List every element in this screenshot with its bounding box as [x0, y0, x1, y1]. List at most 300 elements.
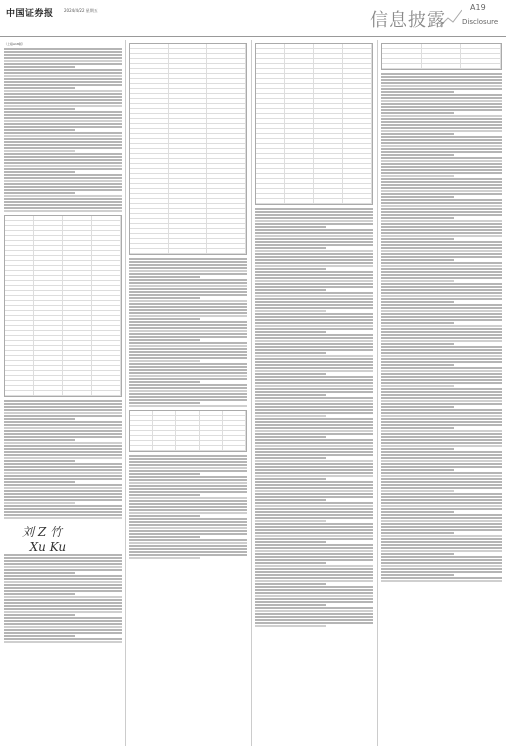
text-line — [381, 193, 502, 195]
text-line — [4, 590, 122, 592]
table-cell — [5, 291, 34, 295]
text-line — [255, 388, 373, 390]
text-line — [381, 121, 502, 123]
table-cell — [343, 124, 372, 128]
table-row — [130, 249, 246, 254]
table-cell — [5, 381, 34, 385]
text-line — [255, 268, 326, 270]
table-cell — [285, 179, 314, 183]
text-line — [255, 358, 373, 360]
text-line — [4, 210, 122, 212]
text-line — [381, 301, 454, 303]
text-line — [4, 123, 122, 125]
text-line — [4, 596, 122, 598]
table-cell — [314, 69, 343, 73]
table-cell — [343, 149, 372, 153]
table-cell — [256, 199, 285, 203]
text-line — [255, 370, 373, 372]
text-line — [255, 211, 373, 213]
text-line — [255, 604, 326, 606]
table-cell — [200, 421, 223, 425]
text-line — [4, 505, 122, 507]
text-line — [4, 147, 122, 149]
text-line — [255, 520, 326, 522]
text-line — [381, 352, 502, 354]
text-line — [381, 568, 502, 570]
table-cell — [207, 139, 246, 143]
text-line — [381, 481, 502, 483]
text-line — [255, 277, 373, 279]
table-cell — [34, 286, 63, 290]
text-line — [255, 394, 326, 396]
table-cell — [207, 54, 246, 58]
table-cell — [34, 266, 63, 270]
text-line — [255, 625, 326, 627]
text-line — [129, 488, 247, 490]
table-cell — [130, 109, 169, 113]
text-line — [4, 93, 122, 95]
table-cell — [130, 159, 169, 163]
text-line — [129, 291, 247, 293]
table-cell — [92, 221, 121, 225]
table-cell — [130, 174, 169, 178]
data-table — [381, 43, 502, 70]
table-cell — [285, 124, 314, 128]
table-cell — [5, 251, 34, 255]
text-line — [381, 412, 502, 414]
text-line — [381, 343, 454, 345]
text-line — [381, 196, 454, 198]
text-line — [381, 403, 502, 405]
table-cell — [256, 164, 285, 168]
table-cell — [285, 129, 314, 133]
text-line — [129, 387, 247, 389]
table-cell — [34, 231, 63, 235]
table-cell — [34, 281, 63, 285]
text-line — [381, 409, 502, 411]
text-line — [381, 334, 502, 336]
text-line — [255, 400, 373, 402]
table-cell — [314, 64, 343, 68]
table-cell — [92, 261, 121, 265]
table-cell — [130, 421, 153, 425]
text-line — [255, 232, 373, 234]
text-line — [255, 550, 373, 552]
text-line — [4, 126, 122, 128]
table-cell — [382, 44, 422, 48]
text-line — [4, 466, 122, 468]
text-line — [4, 69, 122, 71]
table-cell — [169, 74, 208, 78]
text-line — [129, 402, 200, 404]
table-cell — [92, 351, 121, 355]
text-line — [255, 334, 373, 336]
page-number: A19 — [470, 3, 486, 12]
text-line — [381, 538, 502, 540]
text-line — [381, 79, 502, 81]
text-line — [255, 523, 373, 525]
data-table — [129, 410, 247, 452]
table-cell — [153, 441, 176, 445]
text-line — [255, 541, 326, 543]
text-line — [4, 105, 122, 107]
table-cell — [343, 129, 372, 133]
table-cell — [343, 84, 372, 88]
text-line — [381, 235, 502, 237]
text-line — [381, 277, 502, 279]
text-line — [4, 78, 122, 80]
text-line — [381, 322, 454, 324]
text-line — [4, 638, 122, 640]
table-cell — [207, 99, 246, 103]
text-line — [129, 396, 247, 398]
text-line — [381, 430, 502, 432]
column-3 — [255, 40, 373, 628]
table-cell — [285, 164, 314, 168]
text-line — [129, 378, 247, 380]
table-cell — [130, 244, 169, 248]
text-line — [381, 421, 502, 423]
page-header — [0, 0, 506, 37]
text-line — [381, 373, 502, 375]
table-cell — [130, 99, 169, 103]
table-cell — [314, 119, 343, 123]
text-line — [381, 241, 502, 243]
table-cell — [63, 266, 92, 270]
table-cell — [92, 251, 121, 255]
text-line — [381, 445, 502, 447]
table-cell — [63, 321, 92, 325]
text-line — [4, 87, 75, 89]
table-cell — [63, 261, 92, 265]
table-cell — [63, 316, 92, 320]
table-cell — [207, 164, 246, 168]
table-cell — [285, 99, 314, 103]
table-cell — [285, 84, 314, 88]
table-cell — [130, 446, 153, 450]
text-line — [255, 616, 373, 618]
text-line — [381, 505, 502, 507]
text-line — [255, 247, 326, 249]
text-line — [4, 569, 122, 571]
table-cell — [34, 326, 63, 330]
text-line — [381, 397, 502, 399]
text-line — [381, 427, 454, 429]
table-cell — [34, 366, 63, 370]
data-table — [129, 43, 247, 255]
table-cell — [92, 316, 121, 320]
text-line — [255, 511, 373, 513]
text-line — [129, 372, 247, 374]
table-cell — [176, 411, 199, 415]
text-line — [381, 394, 502, 396]
text-line — [255, 382, 373, 384]
text-line — [381, 169, 502, 171]
text-line — [381, 508, 502, 510]
text-line — [381, 214, 502, 216]
text-line — [381, 181, 502, 183]
column-1 — [4, 40, 122, 644]
table-cell — [169, 169, 208, 173]
table-cell — [169, 124, 208, 128]
table-cell — [256, 94, 285, 98]
text-line — [381, 556, 502, 558]
table-cell — [256, 134, 285, 138]
text-line — [255, 310, 326, 312]
text-line — [255, 457, 326, 459]
table-cell — [207, 249, 246, 253]
text-line — [129, 384, 247, 386]
text-line — [255, 412, 373, 414]
table-cell — [169, 119, 208, 123]
table-cell — [34, 246, 63, 250]
text-line — [129, 282, 247, 284]
text-line — [255, 463, 373, 465]
text-line — [255, 586, 373, 588]
text-line — [4, 611, 122, 613]
text-line — [129, 300, 247, 302]
table-cell — [207, 214, 246, 218]
table-cell — [130, 114, 169, 118]
table-cell — [130, 49, 169, 53]
text-line — [129, 324, 247, 326]
table-cell — [200, 426, 223, 430]
text-line — [381, 388, 502, 390]
table-cell — [5, 271, 34, 275]
table-cell — [343, 184, 372, 188]
table-cell — [130, 229, 169, 233]
table-cell — [63, 226, 92, 230]
text-line — [129, 354, 247, 356]
text-line — [129, 279, 247, 281]
table-cell — [5, 261, 34, 265]
table-cell — [34, 241, 63, 245]
table-cell — [343, 179, 372, 183]
text-line — [381, 166, 502, 168]
table-cell — [63, 246, 92, 250]
text-line — [381, 541, 502, 543]
table-cell — [63, 301, 92, 305]
table-cell — [5, 356, 34, 360]
text-line — [129, 288, 247, 290]
table-cell — [223, 421, 246, 425]
table-cell — [422, 49, 462, 53]
text-line — [4, 424, 122, 426]
text-line — [4, 502, 75, 504]
table-cell — [153, 431, 176, 435]
text-line — [4, 400, 122, 402]
text-line — [4, 560, 122, 562]
text-line — [4, 469, 122, 471]
table-cell — [314, 179, 343, 183]
table-cell — [63, 356, 92, 360]
table-cell — [285, 149, 314, 153]
text-line — [4, 605, 122, 607]
text-line — [129, 485, 247, 487]
table-cell — [285, 134, 314, 138]
table-cell — [207, 94, 246, 98]
text-line — [4, 177, 122, 179]
text-line — [129, 366, 247, 368]
text-line — [255, 622, 373, 624]
text-line — [129, 339, 200, 341]
text-line — [4, 430, 122, 432]
table-cell — [5, 331, 34, 335]
table-cell — [92, 381, 121, 385]
text-line — [129, 512, 247, 514]
text-line — [381, 205, 502, 207]
table-cell — [223, 441, 246, 445]
table-cell — [92, 311, 121, 315]
table-cell — [34, 316, 63, 320]
table-cell — [34, 381, 63, 385]
table-cell — [5, 321, 34, 325]
table-cell — [285, 144, 314, 148]
text-line — [381, 178, 502, 180]
table-cell — [130, 194, 169, 198]
table-cell — [343, 144, 372, 148]
text-line — [4, 201, 122, 203]
table-cell — [63, 311, 92, 315]
table-cell — [223, 446, 246, 450]
table-cell — [207, 129, 246, 133]
text-line — [381, 127, 502, 129]
table-cell — [130, 129, 169, 133]
table-cell — [256, 179, 285, 183]
table-cell — [169, 139, 208, 143]
table-cell — [314, 99, 343, 103]
table-cell — [5, 316, 34, 320]
text-line — [255, 460, 373, 462]
text-line — [4, 454, 122, 456]
table-cell — [169, 184, 208, 188]
text-line — [381, 436, 502, 438]
table-cell — [92, 306, 121, 310]
table-cell — [34, 306, 63, 310]
table-cell — [256, 144, 285, 148]
table-cell — [169, 249, 208, 253]
text-line — [4, 198, 122, 200]
table-row — [382, 64, 501, 69]
text-line — [255, 313, 373, 315]
text-line — [381, 85, 502, 87]
text-line — [129, 497, 247, 499]
text-line — [4, 641, 122, 643]
table-cell — [153, 436, 176, 440]
table-cell — [130, 44, 169, 48]
text-line — [255, 316, 373, 318]
table-cell — [92, 241, 121, 245]
text-line — [381, 211, 502, 213]
text-line — [255, 271, 373, 273]
table-cell — [285, 169, 314, 173]
text-line — [129, 524, 247, 526]
table-cell — [256, 184, 285, 188]
table-cell — [130, 179, 169, 183]
text-line — [381, 550, 502, 552]
text-line — [4, 626, 122, 628]
issue-date: 2024/4/22 星期五 — [64, 8, 98, 13]
table-cell — [343, 44, 372, 48]
table-cell — [34, 321, 63, 325]
text-line — [381, 217, 454, 219]
table-cell — [92, 346, 121, 350]
table-cell — [314, 144, 343, 148]
table-cell — [34, 361, 63, 365]
table-cell — [343, 89, 372, 93]
table-cell — [207, 89, 246, 93]
text-line — [4, 204, 122, 206]
text-line — [255, 442, 373, 444]
text-line — [381, 415, 502, 417]
text-line — [129, 357, 247, 359]
table-cell — [92, 386, 121, 390]
text-line — [255, 322, 373, 324]
table-cell — [256, 104, 285, 108]
text-line — [255, 325, 373, 327]
table-cell — [92, 341, 121, 345]
column-2 — [129, 40, 247, 560]
text-line — [4, 487, 122, 489]
table-cell — [34, 296, 63, 300]
table-cell — [130, 74, 169, 78]
text-line — [4, 159, 122, 161]
text-line — [381, 472, 502, 474]
table-cell — [176, 441, 199, 445]
table-cell — [207, 149, 246, 153]
table-cell — [314, 149, 343, 153]
table-cell — [130, 154, 169, 158]
table-cell — [285, 139, 314, 143]
text-line — [129, 530, 247, 532]
text-line — [255, 484, 373, 486]
text-line — [129, 261, 247, 263]
text-line — [4, 63, 122, 65]
table-cell — [256, 84, 285, 88]
table-cell — [207, 209, 246, 213]
table-cell — [92, 361, 121, 365]
table-cell — [285, 199, 314, 203]
text-line — [4, 617, 122, 619]
table-cell — [207, 119, 246, 123]
table-cell — [169, 79, 208, 83]
text-line — [255, 562, 326, 564]
text-line — [255, 256, 373, 258]
text-line — [255, 289, 326, 291]
table-cell — [34, 256, 63, 260]
text-line — [129, 375, 247, 377]
table-cell — [207, 79, 246, 83]
text-line — [381, 310, 502, 312]
text-line — [381, 250, 502, 252]
text-line — [381, 274, 502, 276]
text-line — [4, 421, 122, 423]
text-line — [255, 274, 373, 276]
text-line — [381, 544, 502, 546]
text-line — [4, 511, 122, 513]
text-line — [129, 315, 247, 317]
table-cell — [314, 54, 343, 58]
text-line — [4, 514, 122, 516]
text-line — [381, 460, 502, 462]
table-cell — [169, 179, 208, 183]
text-line — [381, 349, 502, 351]
text-line — [4, 51, 122, 53]
text-line — [4, 442, 122, 444]
text-line — [255, 214, 373, 216]
text-line — [4, 614, 75, 616]
table-cell — [169, 219, 208, 223]
